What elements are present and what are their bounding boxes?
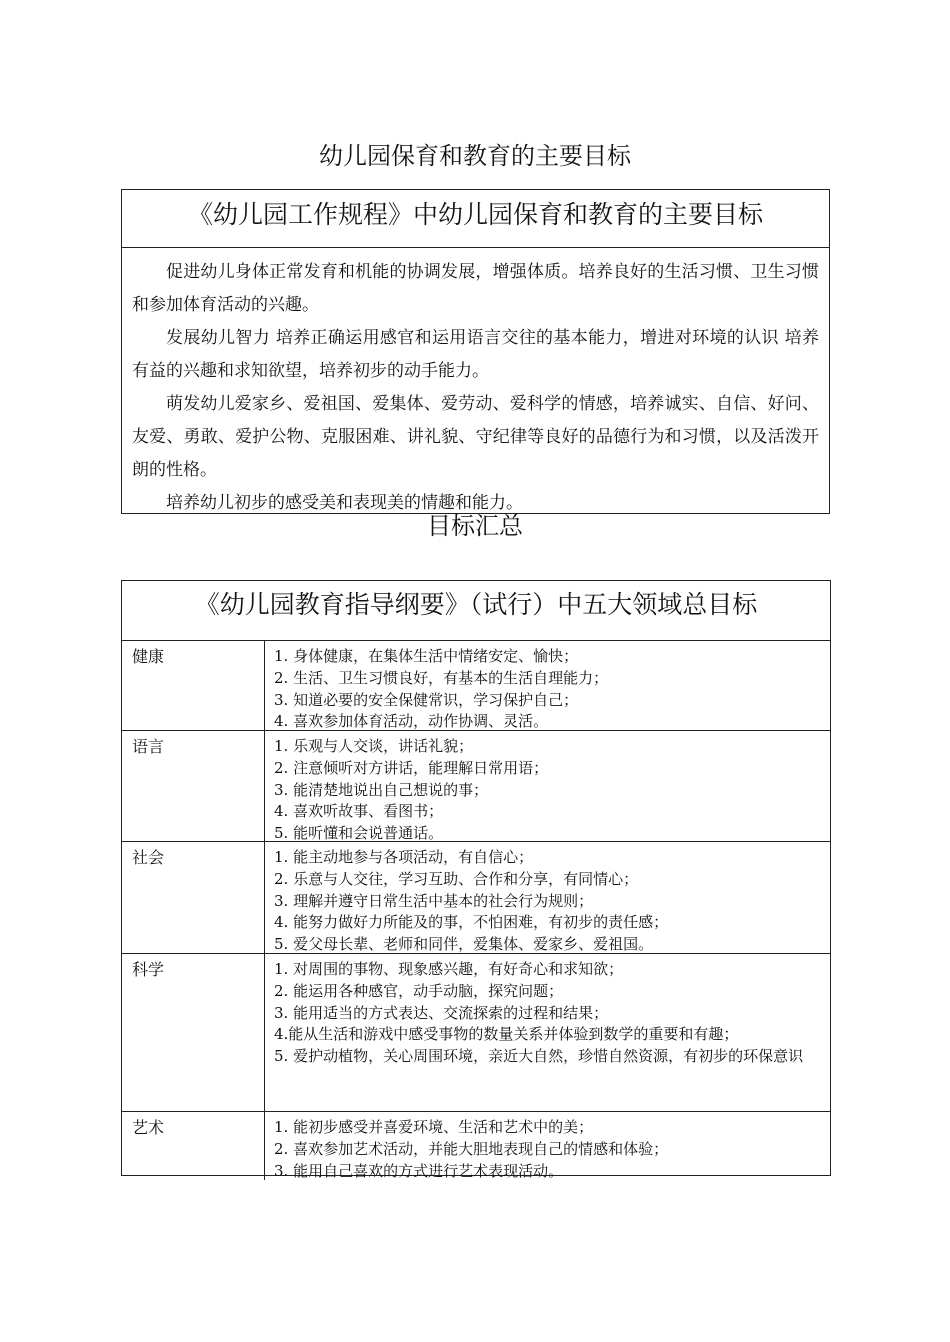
five-domains-heading: 《幼儿园教育指导纲要》（试行）中五大领域总目标 (122, 581, 830, 641)
goal-item: 3. 理解并遵守日常生活中基本的社会行为规则； (274, 891, 594, 910)
summary-title: 目标汇总 (427, 512, 523, 540)
goal-paragraph: 萌发幼儿爱家乡、爱祖国、爱集体、爱劳动、爱科学的情感，培养诚实、自信、好问、友爱、勇敢、爱护公物、克服困难、讲礼貌、守纪律等良好的品德行为和习惯，以及活泼开朗的性格。 (132, 394, 819, 480)
goal-item: 1. 能初步感受并喜爱环境、生活和艺术中的美； (274, 1118, 594, 1136)
domain-row-health (122, 641, 830, 731)
goal-item: 2. 生活、卫生习惯良好，有基本的生活自理能力； (274, 668, 609, 687)
domain-goals (265, 842, 830, 953)
goal-item: 2. 喜欢参加艺术活动，并能大胆地表现自己的情感和体验； (274, 1139, 669, 1158)
regulations-goals-body (122, 248, 829, 520)
domain-name: 语言 (122, 731, 265, 841)
goal-item: 4.能从生活和游戏中感受事物的数量关系并体验到数学的重要和有趣； (274, 1025, 739, 1044)
goal-item: 1. 乐观与人交谈，讲话礼貌； (274, 737, 474, 755)
goal-item: 4. 喜欢听故事、看图书； (274, 802, 444, 821)
domain-name: 艺术 (122, 1112, 265, 1180)
goal-item: 3. 能用适当的方式表达、交流探索的过程和结果； (274, 1003, 609, 1022)
goal-item: 1. 能主动地参与各项活动，有自信心； (274, 848, 534, 866)
goal-item: 3. 能清楚地说出自己想说的事； (274, 780, 489, 799)
goal-paragraph: 培养幼儿初步的感受美和表现美的情趣和能力。 (166, 493, 523, 513)
goal-item: 2. 乐意与人交往，学习互助、合作和分享，有同情心； (274, 869, 639, 888)
five-domains-table (121, 580, 831, 1180)
goal-item: 1. 对周围的事物、现象感兴趣，有好奇心和求知欲； (274, 960, 624, 978)
domain-goals (265, 954, 830, 1111)
goal-item: 2. 能运用各种感官，动手动脑，探究问题； (274, 981, 564, 1000)
goal-item: 5. 能听懂和会说普通话。 (274, 824, 444, 843)
regulations-goals-heading: 《幼儿园工作规程》中幼儿园保育和教育的主要目标 (122, 190, 829, 248)
regulations-goals-box (121, 189, 830, 514)
goal-item: 2. 注意倾听对方讲话，能理解日常用语； (274, 758, 549, 777)
domain-goals (265, 731, 830, 841)
domain-name: 科学 (122, 954, 265, 1111)
goal-item: 4. 喜欢参加体育活动，动作协调、灵活。 (274, 712, 549, 731)
domain-row-science (122, 954, 830, 1112)
domain-name: 健康 (122, 641, 265, 730)
domain-row-art (122, 1112, 830, 1180)
goal-item: 1. 身体健康，在集体生活中情绪安定、愉快； (274, 647, 579, 665)
domain-row-society (122, 842, 830, 954)
domain-name: 社会 (122, 842, 265, 953)
domain-goals (265, 1112, 830, 1180)
document-title: 幼儿园保育和教育的主要目标 (319, 142, 631, 170)
goal-item: 5. 爱父母长辈、老师和同伴，爱集体、爱家乡、爱祖国。 (274, 935, 654, 954)
domain-goals (265, 641, 830, 730)
goal-item: 3. 知道必要的安全保健常识，学习保护自己； (274, 690, 579, 709)
goal-item: 3. 能用自己喜欢的方式进行艺术表现活动。 (274, 1161, 564, 1180)
domain-row-language (122, 731, 830, 842)
goal-paragraph: 发展幼儿智力 培养正确运用感官和运用语言交往的基本能力，增进对环境的认识 培养有益的兴趣和求知欲望，培养初步的动手能力。 (132, 328, 819, 381)
goal-paragraph: 促进幼儿身体正常发育和机能的协调发展，增强体质。培养良好的生活习惯、卫生习惯和参加体育活动的兴趣。 (132, 262, 819, 315)
goal-item: 4. 能努力做好力所能及的事，不怕困难，有初步的责任感； (274, 913, 669, 932)
goal-item: 5. 爱护动植物，关心周围环境，亲近大自然，珍惜自然资源，有初步的环保意识 (274, 1047, 804, 1066)
